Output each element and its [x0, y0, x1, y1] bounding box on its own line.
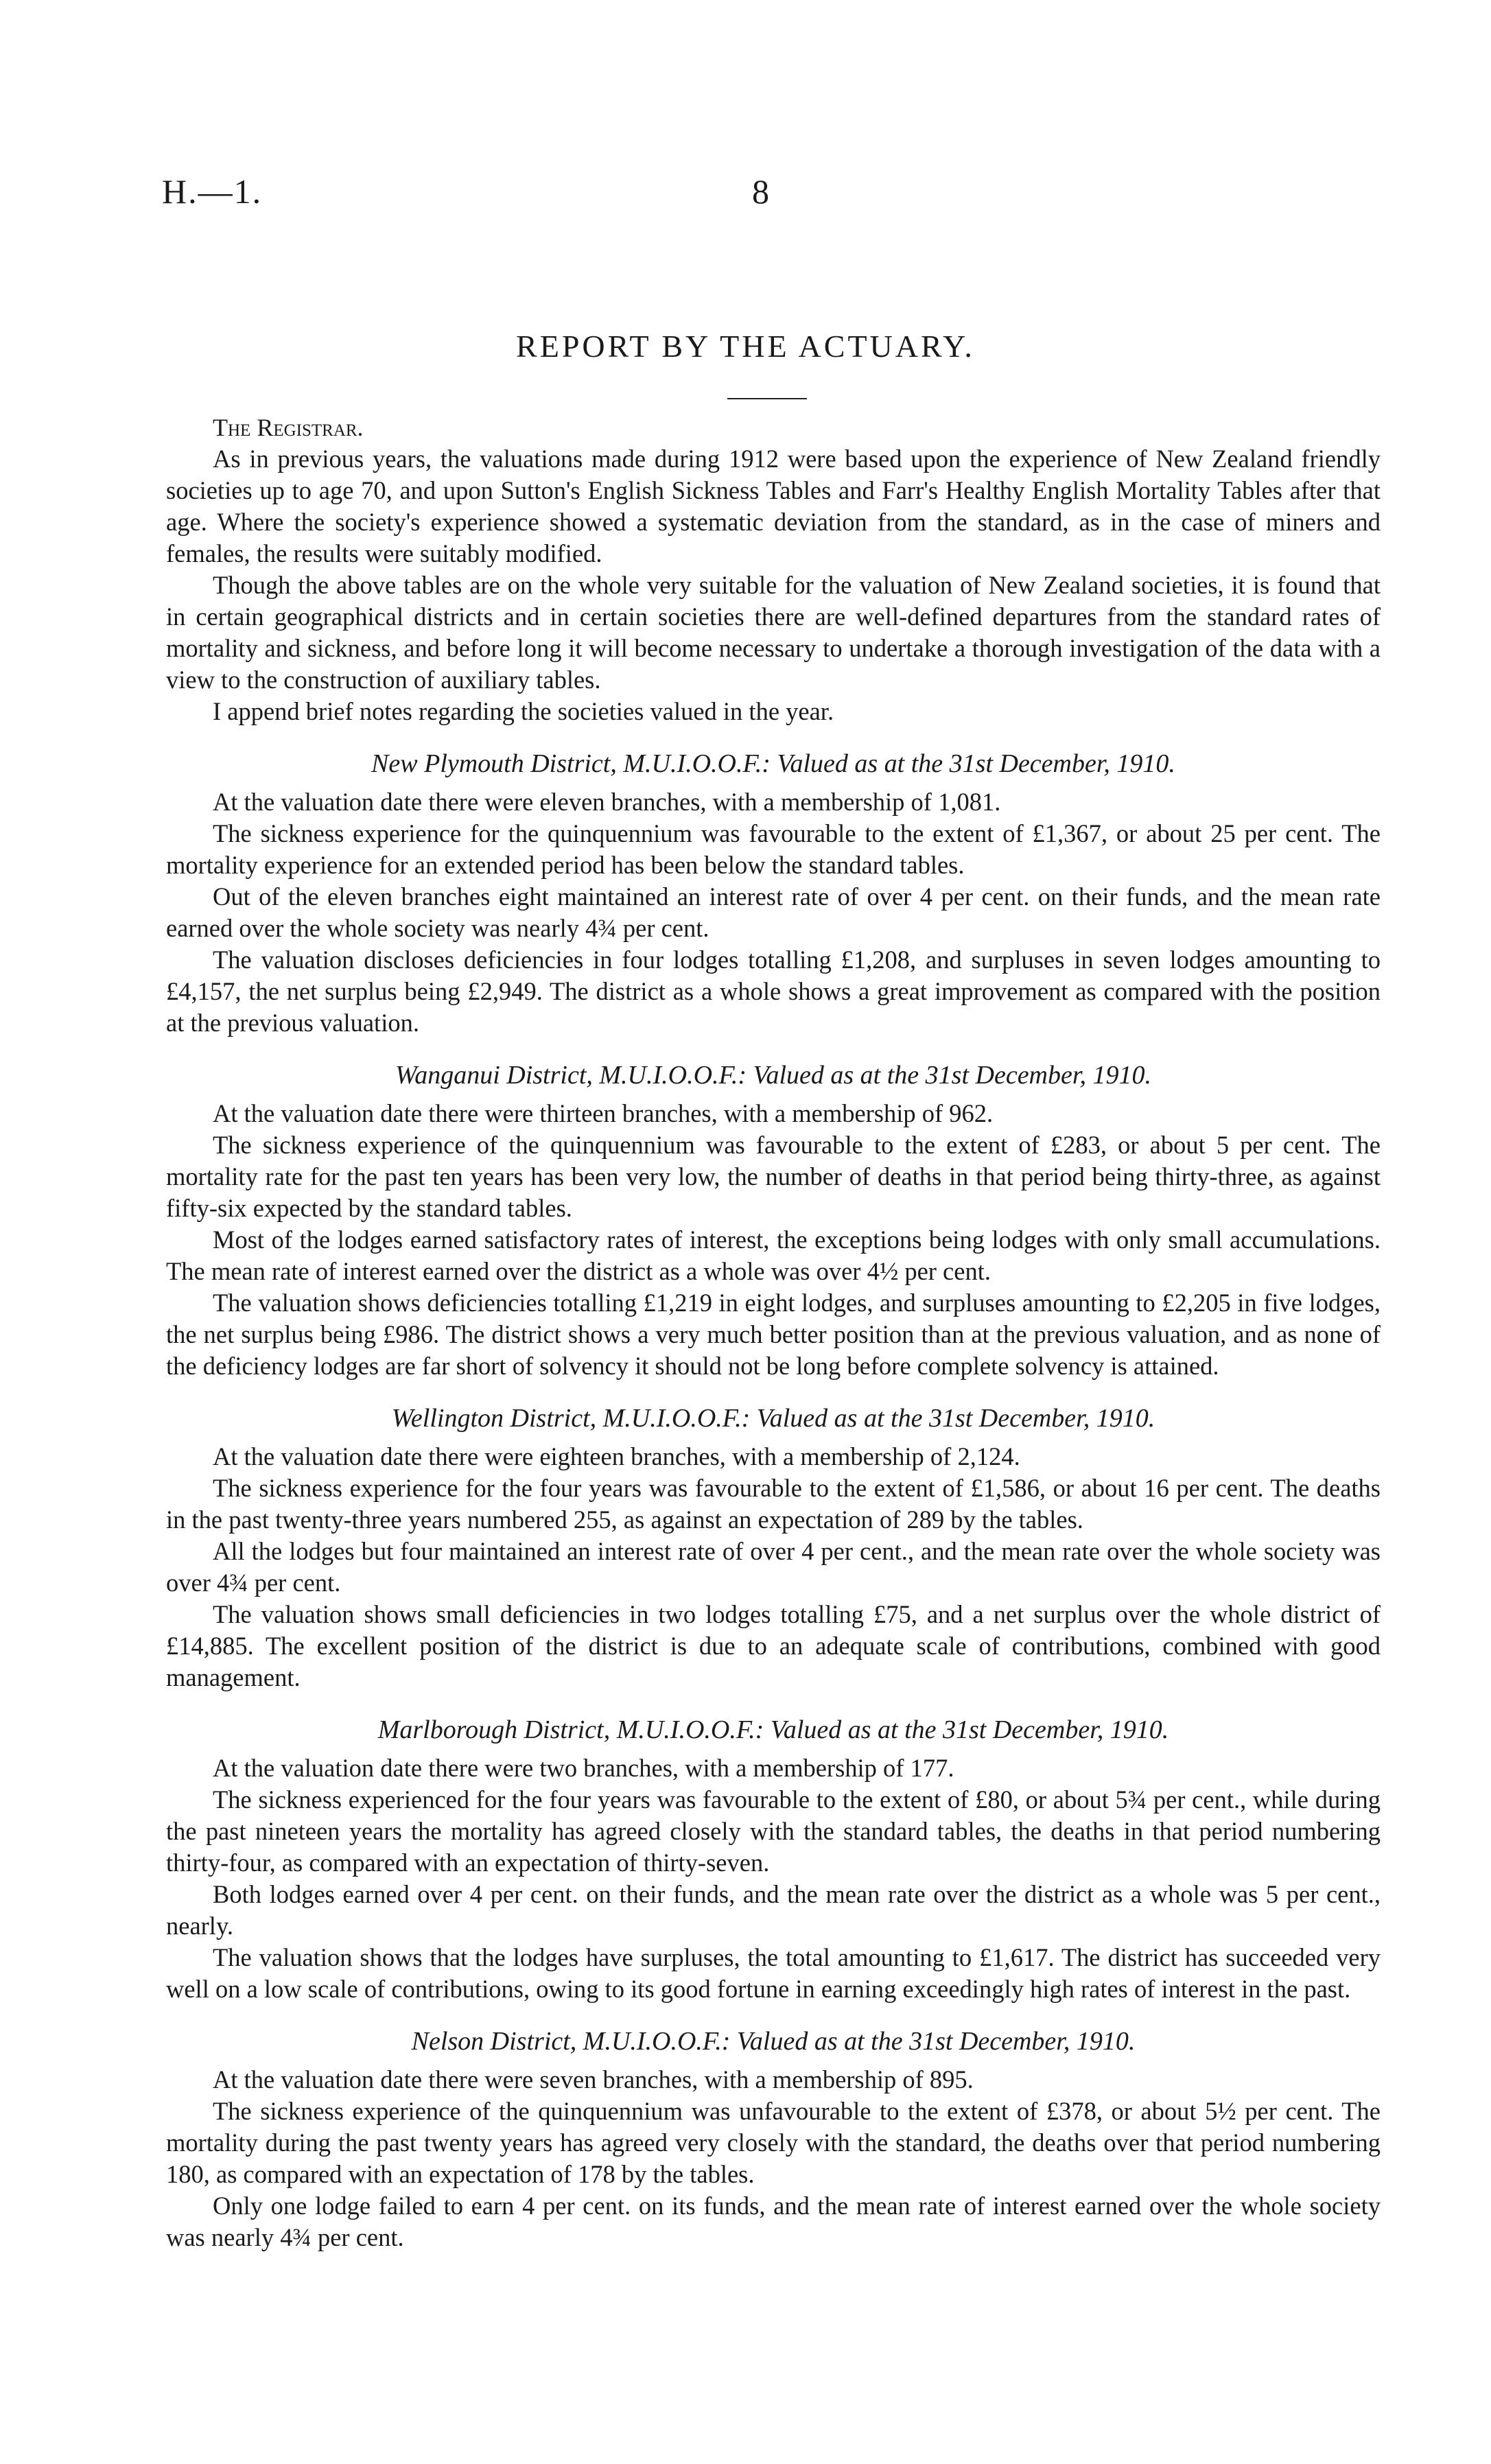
page-number: 8: [752, 172, 769, 211]
section-paragraph: At the valuation date there were seven branches, with a membership of 895.: [213, 2065, 974, 2093]
section-wanganui: [166, 1059, 1381, 1382]
section-paragraph: At the valuation date there were eighteen branches, with a membership of 2,124.: [213, 1442, 1020, 1470]
section-paragraph: The valuation shows that the lodges have surpluses, the total amounting to £1,617. The district has succeeded very well on a low scale of contributions, owing to its good fortune in earning exceedingly high rates of interest in the past.: [166, 1943, 1381, 2003]
section-wellington: [166, 1403, 1381, 1693]
section-heading: New Plymouth District, M.U.I.O.O.F.: Valued as at the 31st December, 1910.: [371, 749, 1175, 778]
intro-paragraph: Though the above tables are on the whole very suitable for the valuation of New Zealand societies, it is found that in certain geographical districts and in certain societies there are well-defined departures from the standard rates of mortality and sickness, and before long it will become necessary to undertake a thorough investigation of the data with a view to the construction of auxiliary tables.: [166, 571, 1381, 694]
section-paragraph: The sickness experience of the quinquennium was unfavourable to the extent of £378, or about 5½ per cent. The mortality during the past twenty years has agreed very closely with the standard, the deaths over that period numbering 180, as compared with an expectation of 178 by the tables.: [166, 2097, 1381, 2188]
section-paragraph: Both lodges earned over 4 per cent. on their funds, and the mean rate over the district as a whole was 5 per cent., nearly.: [166, 1880, 1381, 1940]
section-paragraph: The valuation shows deficiencies totalling £1,219 in eight lodges, and surpluses amounting to £2,205 in five lodges, the net surplus being £986. The district shows a very much better position than at the previous valuation, and as none of the deficiency lodges are far short of solvency it should not be long before complete solvency is attained.: [166, 1289, 1381, 1380]
section-heading: Nelson District, M.U.I.O.O.F.: Valued as at the 31st December, 1910.: [411, 2027, 1136, 2056]
section-paragraph: The sickness experience of the quinquennium was favourable to the extent of £283, or about 5 per cent. The mortality rate for the past ten years has been very low, the number of deaths in that period being thirty-three, as against fifty-six expected by the standard tables.: [166, 1131, 1381, 1222]
section-heading: Wellington District, M.U.I.O.O.F.: Valued as at the 31st December, 1910.: [391, 1404, 1155, 1433]
addressee: The Registrar.: [213, 414, 364, 441]
section-heading: Marlborough District, M.U.I.O.O.F.: Valued as at the 31st December, 1910.: [377, 1715, 1169, 1744]
section-paragraph: At the valuation date there were thirteen branches, with a membership of 962.: [213, 1099, 994, 1127]
section-paragraph: Most of the lodges earned satisfactory rates of interest, the exceptions being lodges with only small accumulations. The mean rate of interest earned over the district as a whole was over 4½ per cent.: [166, 1225, 1381, 1285]
report-title: REPORT BY THE ACTUARY.: [516, 329, 975, 364]
section-paragraph: The sickness experienced for the four years was favourable to the extent of £80, or about 5¾ per cent., while during the past nineteen years the mortality has agreed closely with the standard tables, the deaths in that period numbering thirty-four, as compared with an expectation of thirty-seven.: [166, 1785, 1381, 1877]
page-header: [0, 172, 1491, 213]
section-paragraph: The sickness experience for the four years was favourable to the extent of £1,586, or about 16 per cent. The deaths in the past twenty-three years numbered 255, as against an expectation of 289 by the tables.: [166, 1474, 1381, 1534]
intro-paragraph: I append brief notes regarding the societies valued in the year.: [213, 697, 834, 725]
document-reference: H.—1.: [162, 172, 263, 211]
section-marlborough: [166, 1714, 1381, 2005]
section-paragraph: Out of the eleven branches eight maintained an interest rate of over 4 per cent. on their funds, and the mean rate earned over the whole society was nearly 4¾ per cent.: [166, 882, 1381, 942]
section-paragraph: The valuation shows small deficiencies in two lodges totalling £75, and a net surplus over the whole district of £14,885. The excellent position of the district is due to an adequate scale of contributions, combined with good management.: [166, 1600, 1381, 1691]
section-heading: Wanganui District, M.U.I.O.O.F.: Valued as at the 31st December, 1910.: [395, 1061, 1151, 1090]
section-paragraph: All the lodges but four maintained an interest rate of over 4 per cent., and the mean rate over the whole society was over 4¾ per cent.: [166, 1537, 1381, 1597]
section-paragraph: At the valuation date there were two branches, with a membership of 177.: [213, 1754, 954, 1782]
report-body: [166, 412, 1381, 2253]
section-new-plymouth: [166, 748, 1381, 1039]
title-divider: [727, 398, 807, 399]
section-nelson: [166, 2026, 1381, 2253]
intro-paragraph: As in previous years, the valuations made during 1912 were based upon the experience of New Zealand friendly societies up to age 70, and upon Sutton's English Sickness Tables and Farr's Healthy English Mortality Tables after that age. Where the society's experience showed a systematic deviation from the standard, as in the case of miners and females, the results were suitably modified.: [166, 445, 1381, 567]
section-paragraph: The sickness experience for the quinquennium was favourable to the extent of £1,367, or about 25 per cent. The mortality experience for an extended period has been below the standard tables.: [166, 819, 1381, 879]
section-paragraph: The valuation discloses deficiencies in four lodges totalling £1,208, and surpluses in seven lodges amounting to £4,157, the net surplus being £2,949. The district as a whole shows a great improvement as compared with the position at the previous valuation.: [166, 946, 1381, 1037]
section-paragraph: At the valuation date there were eleven branches, with a membership of 1,081.: [213, 788, 1001, 816]
section-paragraph: Only one lodge failed to earn 4 per cent. on its funds, and the mean rate of interest earned over the whole society was nearly 4¾ per cent.: [166, 2192, 1381, 2251]
